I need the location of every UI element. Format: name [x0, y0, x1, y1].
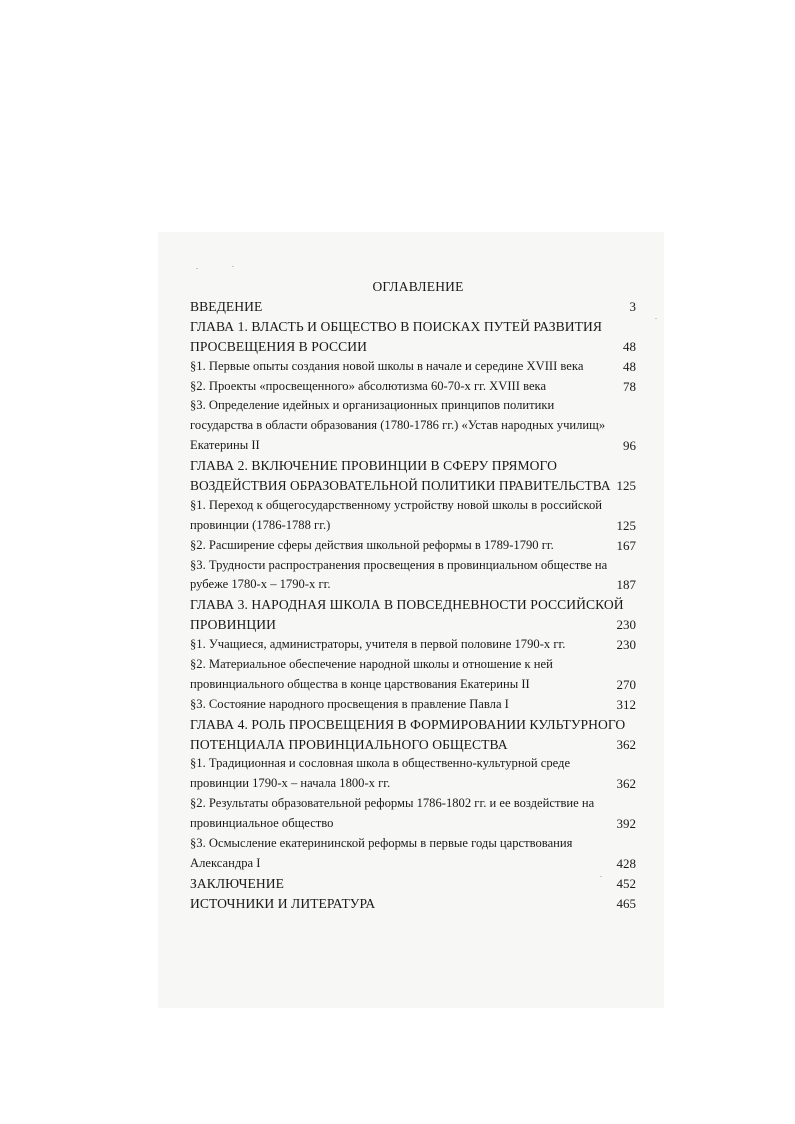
toc-section-line [190, 536, 640, 556]
toc-heading-line [190, 595, 640, 615]
toc-entry-text: Александра I [190, 855, 261, 870]
toc-entry-text: §3. Трудности распространения просвещения в провинциальном обществе на [190, 557, 608, 572]
toc-section-line [190, 436, 640, 456]
toc-page-number: 362 [616, 736, 636, 752]
toc-page-number: 167 [616, 537, 636, 553]
toc-page-number: 125 [616, 517, 636, 533]
toc-section-line [190, 416, 640, 436]
toc-section-line [190, 635, 640, 655]
toc-entry-text: §2. Результаты образовательной реформы 1786-1802 гг. и ее воздействие на [190, 796, 595, 811]
toc-page-number: 230 [616, 617, 636, 633]
toc-page-number: 48 [623, 358, 636, 374]
toc-entry-text: §2. Проекты «просвещенного» абсолютизма 60-70-х гг. XVIII века [190, 378, 547, 393]
toc-section-line [190, 396, 640, 416]
toc-heading-line [190, 874, 640, 894]
toc-entry-text: §1. Переход к общегосударственному устройству новой школы в российской [190, 497, 603, 512]
toc-heading-line [190, 337, 640, 357]
toc-entry-text: провинциальное общество [190, 816, 334, 831]
toc-section-line [190, 575, 640, 595]
toc-section-line [190, 774, 640, 794]
toc-page-number: 96 [623, 438, 636, 454]
toc-heading-line [190, 735, 640, 755]
toc-entry-text: провинции (1786-1788 гг.) [190, 517, 331, 532]
toc-page-number: 465 [616, 895, 636, 911]
toc-page-number: 78 [623, 378, 636, 394]
toc-section-line [190, 754, 640, 774]
toc-entry-text: §3. Осмысление екатерининской реформы в первые годы царствования [190, 836, 573, 851]
toc-entry-text: ГЛАВА 2. ВКЛЮЧЕНИЕ ПРОВИНЦИИ В СФЕРУ ПРЯМОГО [190, 458, 557, 474]
toc-section-line [190, 556, 640, 576]
toc-title: ОГЛАВЛЕНИЕ [372, 279, 464, 294]
toc-heading-line [190, 297, 640, 317]
scan-speck [655, 318, 657, 319]
toc-page-number: 312 [616, 696, 636, 712]
toc-section-line [190, 834, 640, 854]
toc-section-line [190, 516, 640, 536]
toc-entry-text: ГЛАВА 1. ВЛАСТЬ И ОБЩЕСТВО В ПОИСКАХ ПУТЕЙ РАЗВИТИЯ [190, 318, 602, 334]
toc-entry-text: провинции 1790-х – начала 1800-х гг. [190, 776, 391, 791]
toc-entry-text: ПРОВИНЦИИ [190, 617, 276, 633]
toc-entry-text: §2. Материальное обеспечение народной школы и отношение к ней [190, 657, 553, 672]
scan-speck [196, 268, 198, 269]
toc-page-number: 125 [616, 478, 636, 494]
toc-heading-line [190, 317, 640, 337]
toc-section-line [190, 655, 640, 675]
toc-section-line [190, 357, 640, 377]
toc-section-line [190, 377, 640, 397]
toc-entry-text: §2. Расширение сферы действия школьной реформы в 1789-1790 гг. [190, 537, 554, 552]
toc-entries [190, 297, 640, 914]
toc-entry-text: ГЛАВА 3. НАРОДНАЯ ШКОЛА В ПОВСЕДНЕВНОСТИ РОССИЙСКОЙ [190, 597, 624, 613]
toc-entry-text: §1. Учащиеся, администраторы, учителя в первой половине 1790-х гг. [190, 637, 566, 652]
toc-entry-text: ЗАКЛЮЧЕНИЕ [190, 875, 284, 891]
toc-entry-text: провинциального общества в конце царствования Екатерины II [190, 676, 530, 691]
toc-page-number: 230 [616, 637, 636, 653]
toc-entry-text: §1. Традиционная и сословная школа в общественно-культурной среде [190, 756, 571, 771]
toc-page-number: 3 [629, 299, 636, 314]
scan-speck [232, 266, 234, 267]
toc-heading-line [190, 894, 640, 914]
toc-page-number: 270 [616, 676, 636, 692]
toc-entry-text: ГЛАВА 4. РОЛЬ ПРОСВЕЩЕНИЯ В ФОРМИРОВАНИИ КУЛЬТУРНОГО [190, 716, 626, 732]
toc-page-number: 362 [616, 776, 636, 792]
toc-entry-text: ВВЕДЕНИЕ [190, 299, 263, 314]
toc-entry-text: §3. Определение идейных и организационных принципов политики [190, 398, 555, 413]
toc-entry-text: ПРОСВЕЩЕНИЯ В РОССИИ [190, 338, 368, 354]
toc-section-line [190, 675, 640, 695]
toc-section-line [190, 695, 640, 715]
toc-section-line [190, 794, 640, 814]
toc-page-number: 48 [623, 338, 636, 354]
table-of-contents [190, 277, 640, 914]
toc-entry-text: ИСТОЧНИКИ И ЛИТЕРАТУРА [190, 895, 376, 911]
toc-entry-text: Екатерины II [190, 438, 260, 453]
toc-heading-line [190, 715, 640, 735]
toc-heading-line [190, 476, 640, 496]
toc-entry-text: ВОЗДЕЙСТВИЯ ОБРАЗОВАТЕЛЬНОЙ ПОЛИТИКИ ПРАВИТЕЛЬСТВА [190, 478, 611, 494]
toc-section-line [190, 814, 640, 834]
toc-entry-text: ПОТЕНЦИАЛА ПРОВИНЦИАЛЬНОГО ОБЩЕСТВА [190, 736, 508, 752]
toc-section-line [190, 496, 640, 516]
toc-section-line [190, 854, 640, 874]
toc-page-number: 392 [616, 816, 636, 832]
toc-entry-text: государства в области образования (1780-1786 гг.) «Устав народных училищ» [190, 418, 606, 433]
toc-heading-line [190, 456, 640, 476]
toc-page-number: 452 [616, 875, 636, 891]
toc-entry-text: рубеже 1780-х – 1790-х гг. [190, 577, 331, 592]
toc-page-number: 187 [616, 577, 636, 593]
toc-heading-line [190, 615, 640, 635]
toc-entry-text: §1. Первые опыты создания новой школы в начале и середине XVIII века [190, 358, 584, 373]
toc-page-number: 428 [616, 855, 636, 871]
toc-entry-text: §3. Состояние народного просвещения в правление Павла I [190, 696, 509, 711]
